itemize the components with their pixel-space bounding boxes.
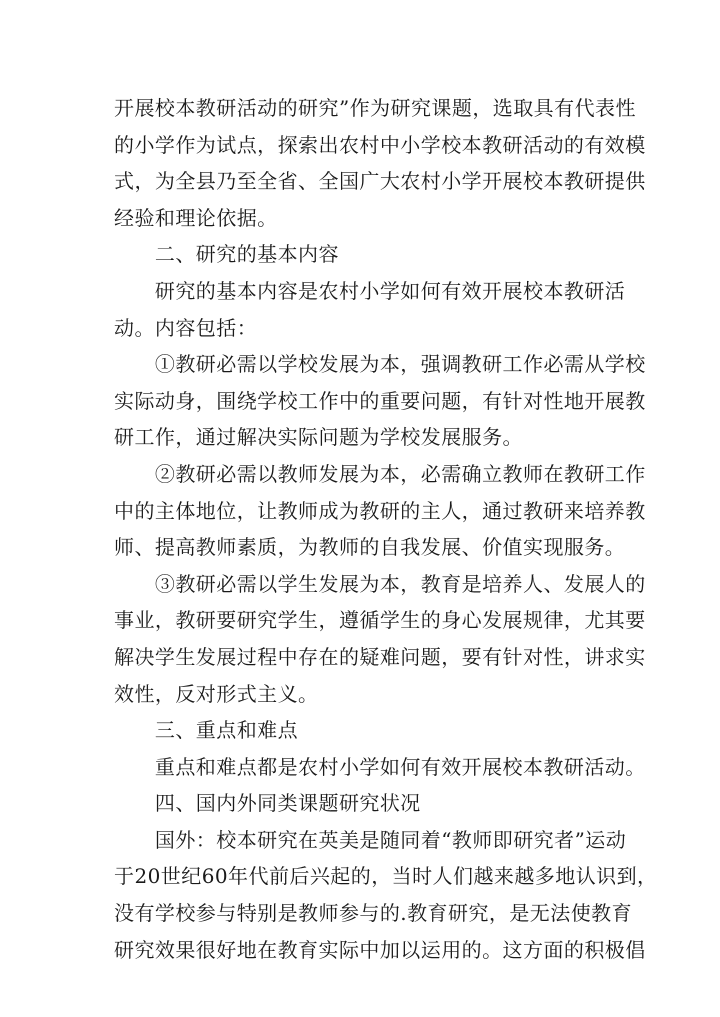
text-line: 师、提高教师素质，为教师的自我发展、价值实现服务。 xyxy=(114,535,626,560)
text-line: 经验和理论依据。 xyxy=(114,205,278,230)
text-line: 式，为全县乃至全省、全国广大农村小学开展校本教研提供 xyxy=(114,169,646,194)
text-line: 效性，反对形式主义。 xyxy=(114,681,319,706)
text-line: 研究的基本内容是农村小学如何有效开展校本教研活 xyxy=(114,278,626,303)
text-line: 开展校本教研活动的研究”作为研究课题，选取具有代表性 xyxy=(114,96,636,120)
text-line: 事业，教研要研究学生，遵循学生的身心发展规律，尤其要 xyxy=(114,608,646,633)
text-line: 的小学作为试点，探索出农村中小学校本教研活动的有效模 xyxy=(114,132,646,157)
text-line: 实际动身，围绕学校工作中的重要问题，有针对性地开展教 xyxy=(114,388,646,413)
text-line: ③教研必需以学生发展为本，教育是培养人、发展人的 xyxy=(114,571,646,596)
text-line: 研究效果很好地在教育实际中加以运用的。这方面的积极倡 xyxy=(114,937,646,962)
text-line: 解决学生发展过程中存在的疑难问题，要有针对性，讲求实 xyxy=(114,644,646,669)
document-body xyxy=(114,90,658,968)
text-line: 于20世纪60年代前后兴起的，当时人们越来越多地认识到， xyxy=(114,864,658,889)
section-heading: 四、国内外同类课题研究状况 xyxy=(114,791,421,816)
text-line: 重点和难点都是农村小学如何有效开展校本教研活动。 xyxy=(114,754,646,779)
text-line: 动。内容包括： xyxy=(114,315,258,340)
text-line: ②教研必需以教师发展为本，必需确立教师在教研工作 xyxy=(114,461,646,486)
section-heading: 二、研究的基本内容 xyxy=(114,242,339,267)
section-heading: 三、重点和难点 xyxy=(114,718,299,743)
text-line: 没有学校参与特别是教师参与的.教育研究，是无法使教育 xyxy=(114,901,633,926)
text-line: 研工作，通过解决实际问题为学校发展服务。 xyxy=(114,425,523,450)
text-line: 国外：校本研究在英美是随同着“教师即研究者”运动 xyxy=(114,827,627,852)
text-line: ①教研必需以学校发展为本，强调教研工作必需从学校 xyxy=(114,352,646,377)
text-line: 中的主体地位，让教师成为教研的主人，通过教研来培养教 xyxy=(114,498,646,523)
